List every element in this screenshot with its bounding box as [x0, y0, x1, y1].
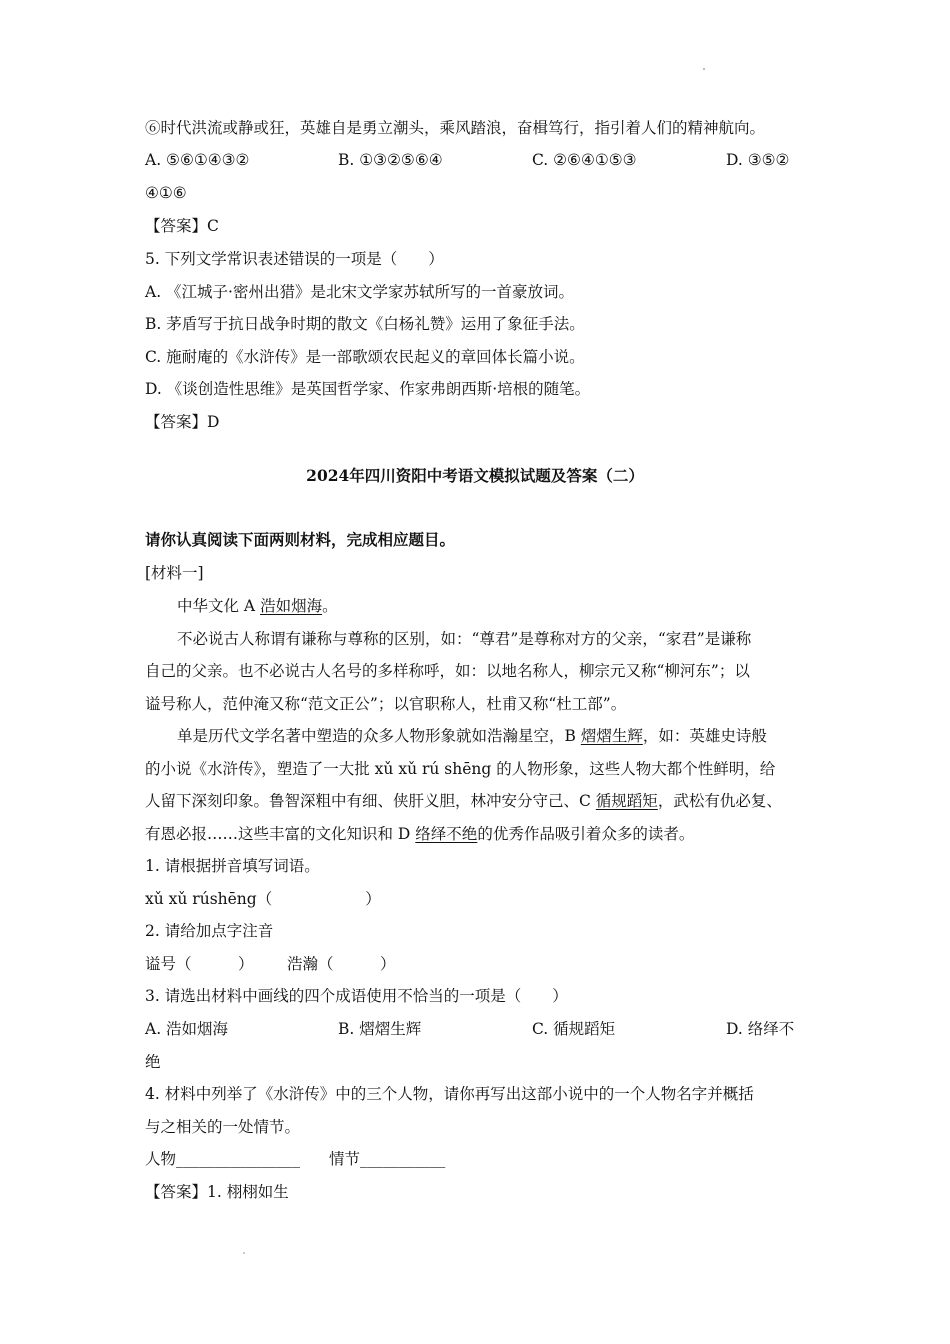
p2-line-2: 自己的父亲。也不必说古人名号的多样称呼，如：以地名称人，柳宗元又称“柳河东”；以	[145, 662, 750, 680]
q4-option-d: D. ③⑤②	[726, 151, 790, 169]
q3-stem: 3. 请选出材料中画线的四个成语使用不恰当的一项是（ ）	[145, 987, 568, 1005]
q4-option-c: C. ②⑥④①⑤③	[532, 151, 637, 169]
p1-suffix: 。	[322, 597, 338, 615]
q4-stem-line-2: 与之相关的一处情节。	[145, 1118, 301, 1136]
q4-person-blank: 人物________________	[145, 1150, 301, 1168]
final-answer: 【答案】1. 栩栩如生	[145, 1183, 289, 1201]
q3-option-a: A. 浩如烟海	[145, 1020, 229, 1038]
q4-plot-blank: 情节___________	[329, 1150, 446, 1168]
idiom-d: 络绎不绝	[415, 825, 478, 843]
p3-l3-suffix: ，武松有仇必复、	[657, 792, 782, 810]
reading-instruction: 请你认真阅读下面两则材料，完成相应题目。	[145, 530, 456, 549]
p2-line-1: 不必说古人称谓有谦称与尊称的区别，如：“尊君”是尊称对方的父亲，“家君”是谦称	[177, 630, 752, 648]
q5-option-a: A. 《江城子·密州出猎》是北宋文学家苏轼所写的一首豪放词。	[145, 283, 574, 301]
scan-mark-bottom	[243, 1252, 245, 1254]
q2-item-a: 谥号（ ）	[145, 955, 254, 973]
p3-line-4	[145, 824, 694, 844]
p3-l4-suffix: 的优秀作品吸引着众多的读者。	[477, 825, 695, 843]
p3-line-1	[177, 726, 767, 746]
q4-option-a: A. ⑤⑥①④③②	[145, 151, 250, 169]
q4-stem-line-1: 4. 材料中列举了《水浒传》中的三个人物，请你再写出这部小说中的一个人物名字并概括	[145, 1085, 754, 1103]
q5-option-c: C. 施耐庵的《水浒传》是一部歌颂农民起义的章回体长篇小说。	[145, 348, 585, 366]
p3-l4-prefix: 有恩必报……这些丰富的文化知识和 D	[145, 825, 416, 843]
scan-mark	[703, 68, 705, 70]
p3-line-2: 的小说《水浒传》，塑造了一大批 xǔ xǔ rú shēng 的人物形象，这些人物大都个性鲜明，给	[145, 760, 776, 778]
p3-line-3	[145, 791, 782, 811]
idiom-b: 熠熠生辉	[580, 727, 643, 745]
q4-option-line-6: ⑥时代洪流或静或狂，英雄自是勇立潮头，乘风踏浪，奋楫笃行，指引着人们的精神航向。	[145, 119, 766, 137]
p1-prefix: 中华文化 A	[177, 597, 261, 615]
q5-option-d: D. 《谈创造性思维》是英国哲学家、作家弗朗西斯·培根的随笔。	[145, 380, 591, 398]
q1-stem: 1. 请根据拼音填写词语。	[145, 857, 320, 875]
material-label: [材料一]	[145, 564, 204, 582]
p3-l3-prefix: 人留下深刻印象。鲁智深粗中有细、侠肝义胆，林冲安分守己、C	[145, 792, 596, 810]
p3-l1-suffix: ，如：英雄史诗般	[642, 727, 767, 745]
section-title: 2024年四川资阳中考语文模拟试题及答案（二）	[306, 466, 644, 485]
q5-stem: 5. 下列文学常识表述错误的一项是（ ）	[145, 250, 444, 268]
p3-l1-prefix: 单是历代文学名著中塑造的众多人物形象就如浩瀚星空，B	[177, 727, 581, 745]
q3-option-c: C. 循规蹈矩	[532, 1020, 616, 1038]
q2-item-b: 浩瀚（ ）	[287, 955, 396, 973]
q2-stem: 2. 请给加点字注音	[145, 922, 274, 940]
q3-option-d-continued: 绝	[145, 1053, 161, 1071]
q3-option-d: D. 络绎不	[726, 1020, 795, 1038]
material-paragraph-1	[177, 596, 338, 616]
q1-blank-line: xǔ xǔ rúshēng（ ）	[145, 890, 381, 908]
idiom-c: 循规蹈矩	[595, 792, 658, 810]
q4-option-b: B. ①③②⑤⑥④	[338, 151, 443, 169]
q4-answer: 【答案】C	[145, 217, 219, 235]
q5-option-b: B. 茅盾写于抗日战争时期的散文《白杨礼赞》运用了象征手法。	[145, 315, 585, 333]
q3-option-b: B. 熠熠生辉	[338, 1020, 422, 1038]
q4-option-d-continued: ④①⑥	[145, 184, 187, 202]
q5-answer: 【答案】D	[145, 413, 220, 431]
idiom-a: 浩如烟海	[260, 597, 323, 615]
p2-line-3: 谥号称人，范仲淹又称“范文正公”；以官职称人，杜甫又称“杜工部”。	[145, 695, 627, 713]
